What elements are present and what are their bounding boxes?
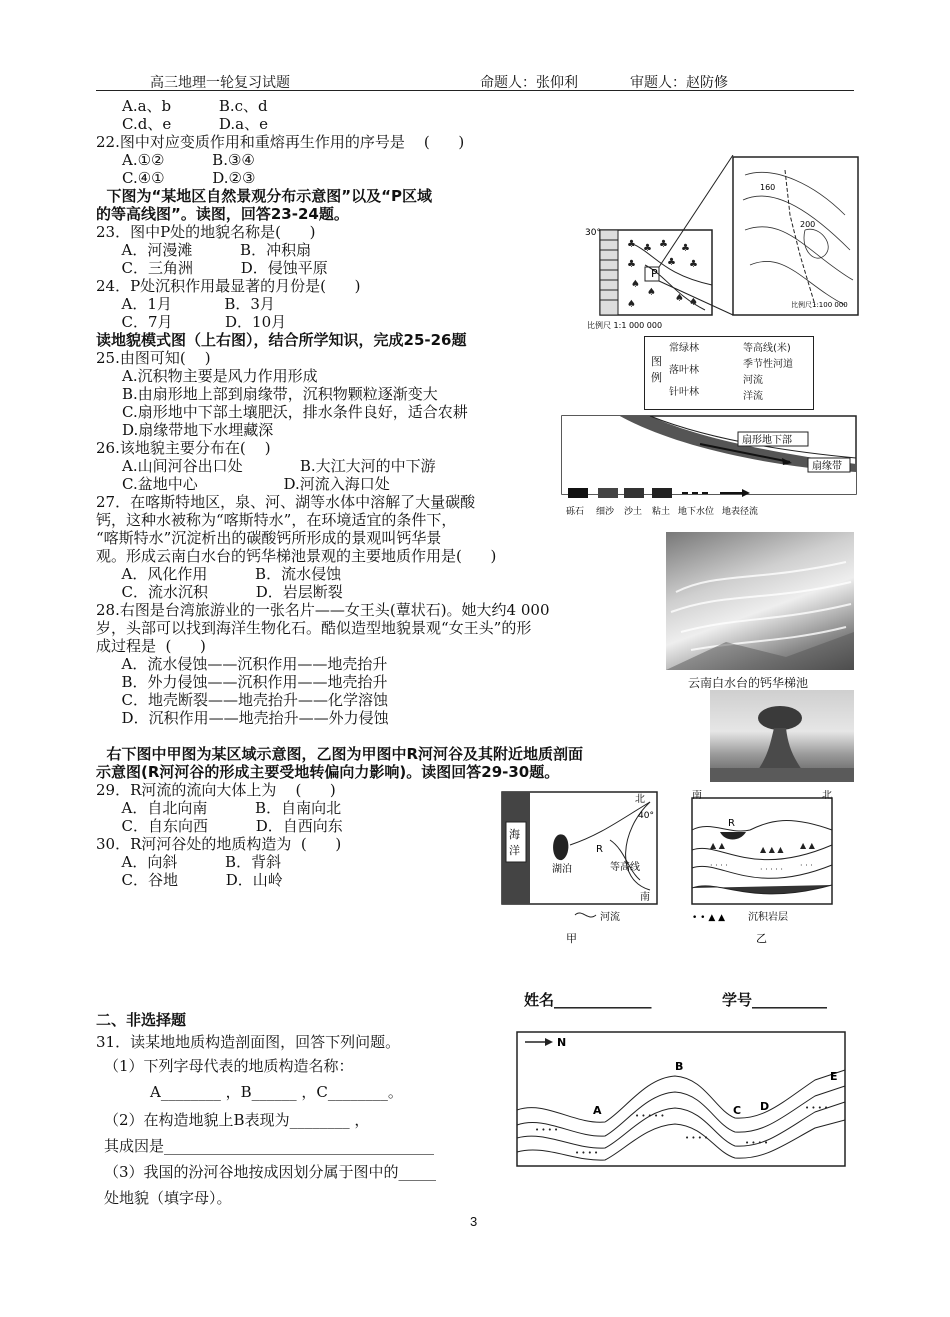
contour-label-160: 160 <box>760 183 776 192</box>
jia-ocean-1: 海 <box>509 828 520 841</box>
svg-text:▲ ▲: ▲ ▲ <box>710 841 725 850</box>
legend-conifer: 针叶林 <box>669 387 699 398</box>
svg-text:♠: ♠ <box>689 297 698 308</box>
intro-23-24-a: 下图为“某地区自然景观分布示意图”以及“P区域 <box>96 187 433 205</box>
q27-options-ab: A．风化作用 B．流水侵蚀 <box>112 565 342 583</box>
jia-lake-label: 湖泊 <box>552 864 572 875</box>
q29-options-ab: A．自北向南 B．自南向北 <box>112 799 342 817</box>
profile-label-d: D <box>760 1100 770 1113</box>
yi-south-label: 南 <box>692 790 702 801</box>
q24-stem: 24．P处沉积作用最显著的月份是( ) <box>96 277 361 295</box>
q28-stem-3: 成过程是 ( ) <box>96 637 206 655</box>
q28-option-c: C．地壳断裂——地壳抬升——化学溶蚀 <box>112 691 389 709</box>
q28-stem-2: 岁，头部可以找到海洋生物化石。酷似造型地貌景观“女王头”的形 <box>96 619 532 637</box>
page-number: 3 <box>470 1214 478 1229</box>
jia-r-label: R <box>596 844 603 855</box>
svg-text:· · · · ·: · · · · · <box>760 865 783 874</box>
intro-29-30-a: 右下图中甲图为某区域示意图，乙图为甲图中R河河谷及其附近地质剖面 <box>96 745 583 763</box>
q27-stem-4: 观。形成云南白水台的钙华梯池景观的主要地质作用是( ) <box>96 547 497 565</box>
legend-contour: 等高线(米) <box>743 343 791 354</box>
student-name-field[interactable]: 姓名_____________ <box>524 991 652 1009</box>
queen-head-photo <box>710 690 854 782</box>
svg-text:· · ·: · · · <box>800 861 813 870</box>
yi-figure-label: 乙 <box>756 932 767 945</box>
point-p-label: P <box>651 267 658 280</box>
q31-geologic-profile <box>515 1030 847 1170</box>
q24-options-cd: C．7月 D．10月 <box>112 313 287 331</box>
map-left-scale: 比例尺 1:1 000 000 <box>587 321 663 330</box>
q30-stem: 30．R河河谷处的地质构造为 ( ) <box>96 835 342 853</box>
svg-text:• • • •: • • • • <box>575 1149 599 1157</box>
q28-option-a: A．流水侵蚀——沉积作用——地壳抬升 <box>112 655 388 673</box>
svg-text:▲ ▲: ▲ ▲ <box>800 841 815 850</box>
yi-north-label: 北 <box>822 790 832 801</box>
svg-text:• • • • •: • • • • • <box>635 1112 665 1120</box>
q28-option-b: B．外力侵蚀——沉积作用——地壳抬升 <box>112 673 388 691</box>
q27-options-cd: C．流水沉积 D．岩层断裂 <box>112 583 343 601</box>
q30-options-ab: A．向斜 B．背斜 <box>112 853 282 871</box>
q22-stem: 22.图中对应变质作用和重熔再生作用的序号是 ( ) <box>96 133 465 151</box>
map-latitude-label: 30° <box>585 228 601 238</box>
q21-options-ab: A.a、b B.c、d <box>122 97 268 115</box>
jia-figure-label: 甲 <box>566 932 577 945</box>
svg-text:♣: ♣ <box>681 243 690 254</box>
q21-options-cd: C.d、e D.a、e <box>122 115 268 133</box>
section-title-nonchoice: 二、非选择题 <box>96 1011 187 1029</box>
q25-option-a: A.沉积物主要是风力作用形成 <box>122 367 318 385</box>
q30-options-cd: C．谷地 D．山岭 <box>112 871 283 889</box>
intro-25-26: 读地貌模式图（上右图），结合所学知识，完成25-26题 <box>96 331 467 349</box>
fan-edge-label: 扇缘带 <box>812 461 842 472</box>
q28-stem-1: 28.右图是台湾旅游业的一张名片——女王头(蕈状石)。她大约4 000 <box>96 601 550 619</box>
header-reviewer: 审题人：赵防修 <box>630 75 728 91</box>
alluvial-fan-profile <box>560 414 860 524</box>
legend-current: 洋流 <box>743 391 763 402</box>
student-id-field[interactable]: 学号__________ <box>722 991 828 1009</box>
q26-options-cd: C.盆地中心 D.河流入海口处 <box>122 475 390 493</box>
svg-text:♣: ♣ <box>659 239 668 250</box>
jia-ocean-2: 洋 <box>509 844 520 857</box>
fan-legend-gravel: 砾石 <box>566 507 585 517</box>
legend-seasonal-river: 季节性河道 <box>743 359 793 370</box>
q23-stem: 23．图中P处的地貌名称是( ) <box>96 223 316 241</box>
header-subject: 高三地理一轮复习试题 <box>150 75 290 91</box>
fan-legend-sandy-soil: 沙土 <box>624 507 643 517</box>
jia-north-label: 北 <box>635 794 645 805</box>
q23-options-cd: C．三角洲 D．侵蚀平原 <box>112 259 328 277</box>
landscape-map-figure <box>585 155 860 335</box>
profile-label-c: C <box>733 1104 742 1117</box>
jia-river-legend: 河流 <box>600 912 620 923</box>
fan-lower-label: 扇形地下部 <box>742 435 792 446</box>
q26-stem: 26.该地貌主要分布在( ) <box>96 439 271 457</box>
svg-text:· · · ·: · · · · <box>710 861 728 870</box>
fan-legend-groundwater: 地下水位 <box>678 507 715 517</box>
profile-label-a: A <box>593 1104 602 1117</box>
svg-text:♣: ♣ <box>643 243 652 254</box>
q25-stem: 25.由图可知( ) <box>96 349 211 367</box>
q22-options-ab: A.①② B.③④ <box>122 151 255 169</box>
legend-title: 图例 <box>651 355 662 384</box>
svg-text:♣: ♣ <box>627 259 636 270</box>
legend-deciduous: 落叶林 <box>669 365 699 376</box>
profile-north-arrow: N <box>557 1036 567 1049</box>
terrace-photo <box>666 532 854 670</box>
q27-stem-3: “喀斯特水”沉淀析出的碳酸钙所形成的景观叫钙华景 <box>96 529 442 547</box>
q26-options-ab: A.山间河谷出口处 B.大江大河的中下游 <box>122 457 436 475</box>
svg-text:♠: ♠ <box>627 299 636 310</box>
fan-legend-runoff: 地表径流 <box>722 507 759 517</box>
svg-text:• • • •: • • • • <box>685 1134 709 1142</box>
svg-text:♠: ♠ <box>675 293 684 304</box>
q27-stem-1: 27．在喀斯特地区，泉、河、湖等水体中溶解了大量碳酸 <box>96 493 476 511</box>
profile-label-b: B <box>675 1060 684 1073</box>
q31-part1-blanks: A________ ，B______ ，C________。 <box>150 1083 403 1101</box>
svg-text:• • • •: • • • • <box>805 1104 829 1112</box>
q31-part1: （1）下列字母代表的地质构造名称： <box>104 1057 354 1075</box>
q24-options-ab: A．1月 B．3月 <box>112 295 275 313</box>
q31-stem: 31．读某地地质构造剖面图，回答下列问题。 <box>96 1033 401 1051</box>
svg-text:▲ ▲ ▲: ▲ ▲ ▲ <box>760 845 784 854</box>
figure-yi-geologic-profile <box>690 790 840 950</box>
svg-text:♣: ♣ <box>689 259 698 270</box>
fan-legend-fine-sand: 细沙 <box>596 507 615 517</box>
svg-text:♣: ♣ <box>627 239 636 250</box>
jia-latitude-label: 40° <box>638 811 654 821</box>
q31-part2-reason: 其成因是____________________________________ <box>104 1137 435 1155</box>
svg-text:♠: ♠ <box>647 287 656 298</box>
q25-option-b: B.由扇形地上部到扇缘带，沉积物颗粒逐渐变大 <box>122 385 438 403</box>
fan-legend-clay: 粘土 <box>652 507 671 517</box>
q23-options-ab: A．河漫滩 B．冲积扇 <box>112 241 312 259</box>
terrace-caption: 云南白水台的钙华梯池 <box>688 676 809 690</box>
yi-r-label: R <box>728 818 735 829</box>
svg-text:♠: ♠ <box>631 279 640 290</box>
jia-south-label: 南 <box>640 892 650 903</box>
map-right-scale: 比例尺1:100 000 <box>791 301 848 309</box>
q22-options-cd: C.④① D.②③ <box>122 169 256 187</box>
figure-jia-region-map <box>500 790 660 950</box>
contour-label-200: 200 <box>800 220 816 229</box>
map-legend <box>644 336 814 410</box>
svg-text:• • ▲ ▲: • • ▲ ▲ <box>692 913 726 923</box>
svg-text:• • • •: • • • • <box>535 1126 559 1134</box>
q27-stem-2: 钙，这种水被称为“喀斯特水”，在环境适宜的条件下， <box>96 511 457 529</box>
legend-river: 河流 <box>743 375 763 386</box>
q25-option-d: D.扇缘带地下水埋藏深 <box>122 421 274 439</box>
q29-stem: 29．R河流的流向大体上为 ( ) <box>96 781 336 799</box>
intro-23-24-b: 的等高线图”。读图，回答23-24题。 <box>96 205 349 223</box>
legend-evergreen: 常绿林 <box>669 343 699 354</box>
svg-text:• • • •: • • • • <box>745 1139 769 1147</box>
q28-option-d: D．沉积作用——地壳抬升——外力侵蚀 <box>112 709 389 727</box>
profile-label-e: E <box>830 1070 838 1083</box>
q31-part3: （3）我国的汾河谷地按成因划分属于图中的_____ <box>104 1163 437 1181</box>
q31-part2: （2）在构造地貌上B表现为________ ， <box>104 1111 370 1129</box>
q25-option-c: C.扇形地中下部土壤肥沃，排水条件良好，适合农耕 <box>122 403 468 421</box>
intro-29-30-b: 示意图(R河河谷的形成主要受地转偏向力影响)。读图回答29-30题。 <box>96 763 560 781</box>
yi-rock-legend: 沉积岩层 <box>748 912 788 923</box>
jia-contour-label: 等高线 <box>610 862 640 873</box>
svg-text:♣: ♣ <box>667 257 676 268</box>
header-rule <box>96 90 854 91</box>
q29-options-cd: C．自东向西 D．自西向东 <box>112 817 343 835</box>
q31-part3-end: 处地貌（填字母）。 <box>104 1189 232 1207</box>
header-author: 命题人：张仰利 <box>480 75 578 91</box>
